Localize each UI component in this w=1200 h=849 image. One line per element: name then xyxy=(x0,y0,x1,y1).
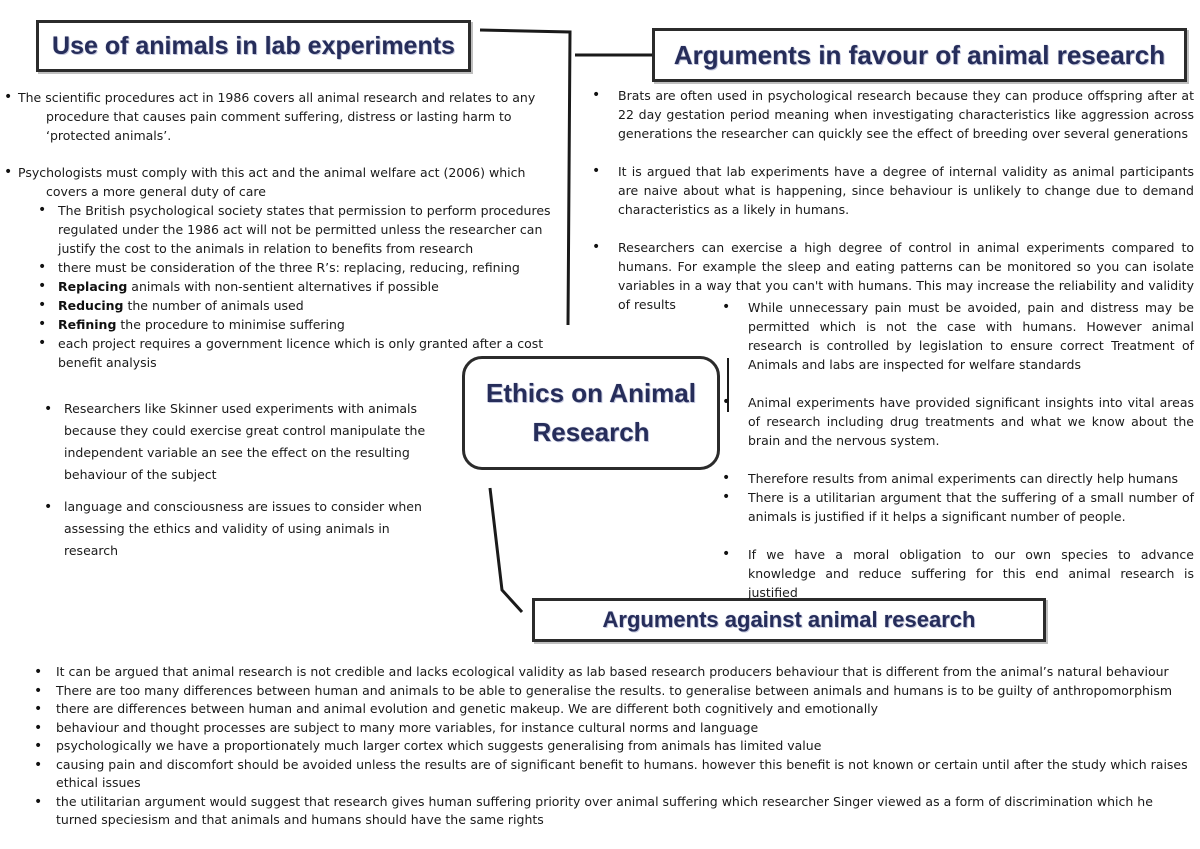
list-item: • If we have a moral obligation to our own species to advance knowledge and reduce suffering for this end animal research is justified xyxy=(720,545,1194,602)
title-arguments-favour: Arguments in favour of animal research xyxy=(652,28,1187,82)
list-item: • psychologically we have a proportionately much larger cortex which suggests generalising from animals has limited value xyxy=(30,737,1194,756)
list-item: • It is argued that lab experiments have a degree of internal validity as animal participants are naive about what is happening, since behaviour is unlikely to change due to demand characteristics as a likely in humans. xyxy=(590,162,1194,219)
list-item: • While unnecessary pain must be avoided, pain and distress may be permitted which is not the case with humans. However animal research is controlled by legislation to ensure correct Treatment of Animals and labs are inspected for welfare standards xyxy=(720,298,1194,374)
list-item: • there are differences between human and animal evolution and genetic makeup. We are different both cognitively and emotionally xyxy=(30,700,1194,719)
list-item: • Animal experiments have provided significant insights into vital areas of research including drug treatments and what we know about the brain and the nervous system. xyxy=(720,393,1194,450)
lab-experiments-section xyxy=(4,88,564,372)
lab-experiments-lower xyxy=(44,398,436,562)
list-item: • Therefore results from animal experiments can directly help humans xyxy=(720,469,1194,488)
central-title: Ethics on Animal Research xyxy=(462,356,720,470)
title-arguments-against: Arguments against animal research xyxy=(532,598,1046,642)
title-lab-experiments: Use of animals in lab experiments xyxy=(36,20,471,72)
connector-center-to-against xyxy=(490,488,522,612)
list-item: • There is a utilitarian argument that the suffering of a small number of animals is justified if it helps a significant number of people. xyxy=(720,488,1194,526)
list-item: • There are too many differences between human and animals to be able to generalise the results. to generalise between animals and humans is to be guilty of anthropomorphism xyxy=(30,682,1194,701)
favour-section xyxy=(590,86,1194,314)
list-item: • Refining the procedure to minimise suffering xyxy=(38,315,560,334)
list-item: • each project requires a government licence which is only granted after a cost benefit analysis xyxy=(38,334,560,372)
list-item: • Researchers can exercise a high degree of control in animal experiments compared to humans. For example the sleep and eating patterns can be monitored so you can isolate variables in a way that you can't with humans. This may increase the reliability and validity of results xyxy=(590,238,1194,314)
against-section xyxy=(30,663,1194,830)
favour-lower-section xyxy=(720,298,1194,602)
list-item: • The British psychological society states that permission to perform procedures regulated under the 1986 act will not be permitted unless the researcher can justify the cost to the animals in relation to benefits from research xyxy=(38,201,560,258)
list-item: • Researchers like Skinner used experiments with animals because they could exercise great control manipulate the independent variable an see the effect on the resulting behaviour of the subject xyxy=(44,398,436,486)
list-item: • It can be argued that animal research is not credible and lacks ecological validity as lab based research producers behaviour that is different from the animal’s natural behaviour xyxy=(30,663,1194,682)
list-item: • language and consciousness are issues to consider when assessing the ethics and validity of using animals in research xyxy=(44,496,436,562)
list-item: • Replacing animals with non-sentient alternatives if possible xyxy=(38,277,560,296)
list-item: • there must be consideration of the three R’s: replacing, reducing, refining xyxy=(38,258,560,277)
list-item: • causing pain and discomfort should be avoided unless the results are of significant benefit to humans. however this benefit is not known or certain until after the study which raises ethical issues xyxy=(30,756,1194,793)
list-item: • Reducing the number of animals used xyxy=(38,296,560,315)
list-item: • Psychologists must comply with this act and the animal welfare act (2006) which covers a more general duty of care xyxy=(4,163,564,201)
list-item: • behaviour and thought processes are subject to many more variables, for instance cultural norms and language xyxy=(30,719,1194,738)
list-item: • Brats are often used in psychological research because they can produce offspring after at 22 day gestation period meaning when investigating characteristics like aggression across generations the researcher can quickly see the effect of breeding over several generations xyxy=(590,86,1194,143)
list-item: • the utilitarian argument would suggest that research gives human suffering priority over animal suffering which researcher Singer viewed as a form of discrimination which he turned speciesism and that animals and humans should have the same rights xyxy=(30,793,1194,830)
list-item: • The scientific procedures act in 1986 covers all animal research and relates to any procedure that causes pain comment suffering, distress or lasting harm to ‘protected animals’. xyxy=(4,88,564,145)
